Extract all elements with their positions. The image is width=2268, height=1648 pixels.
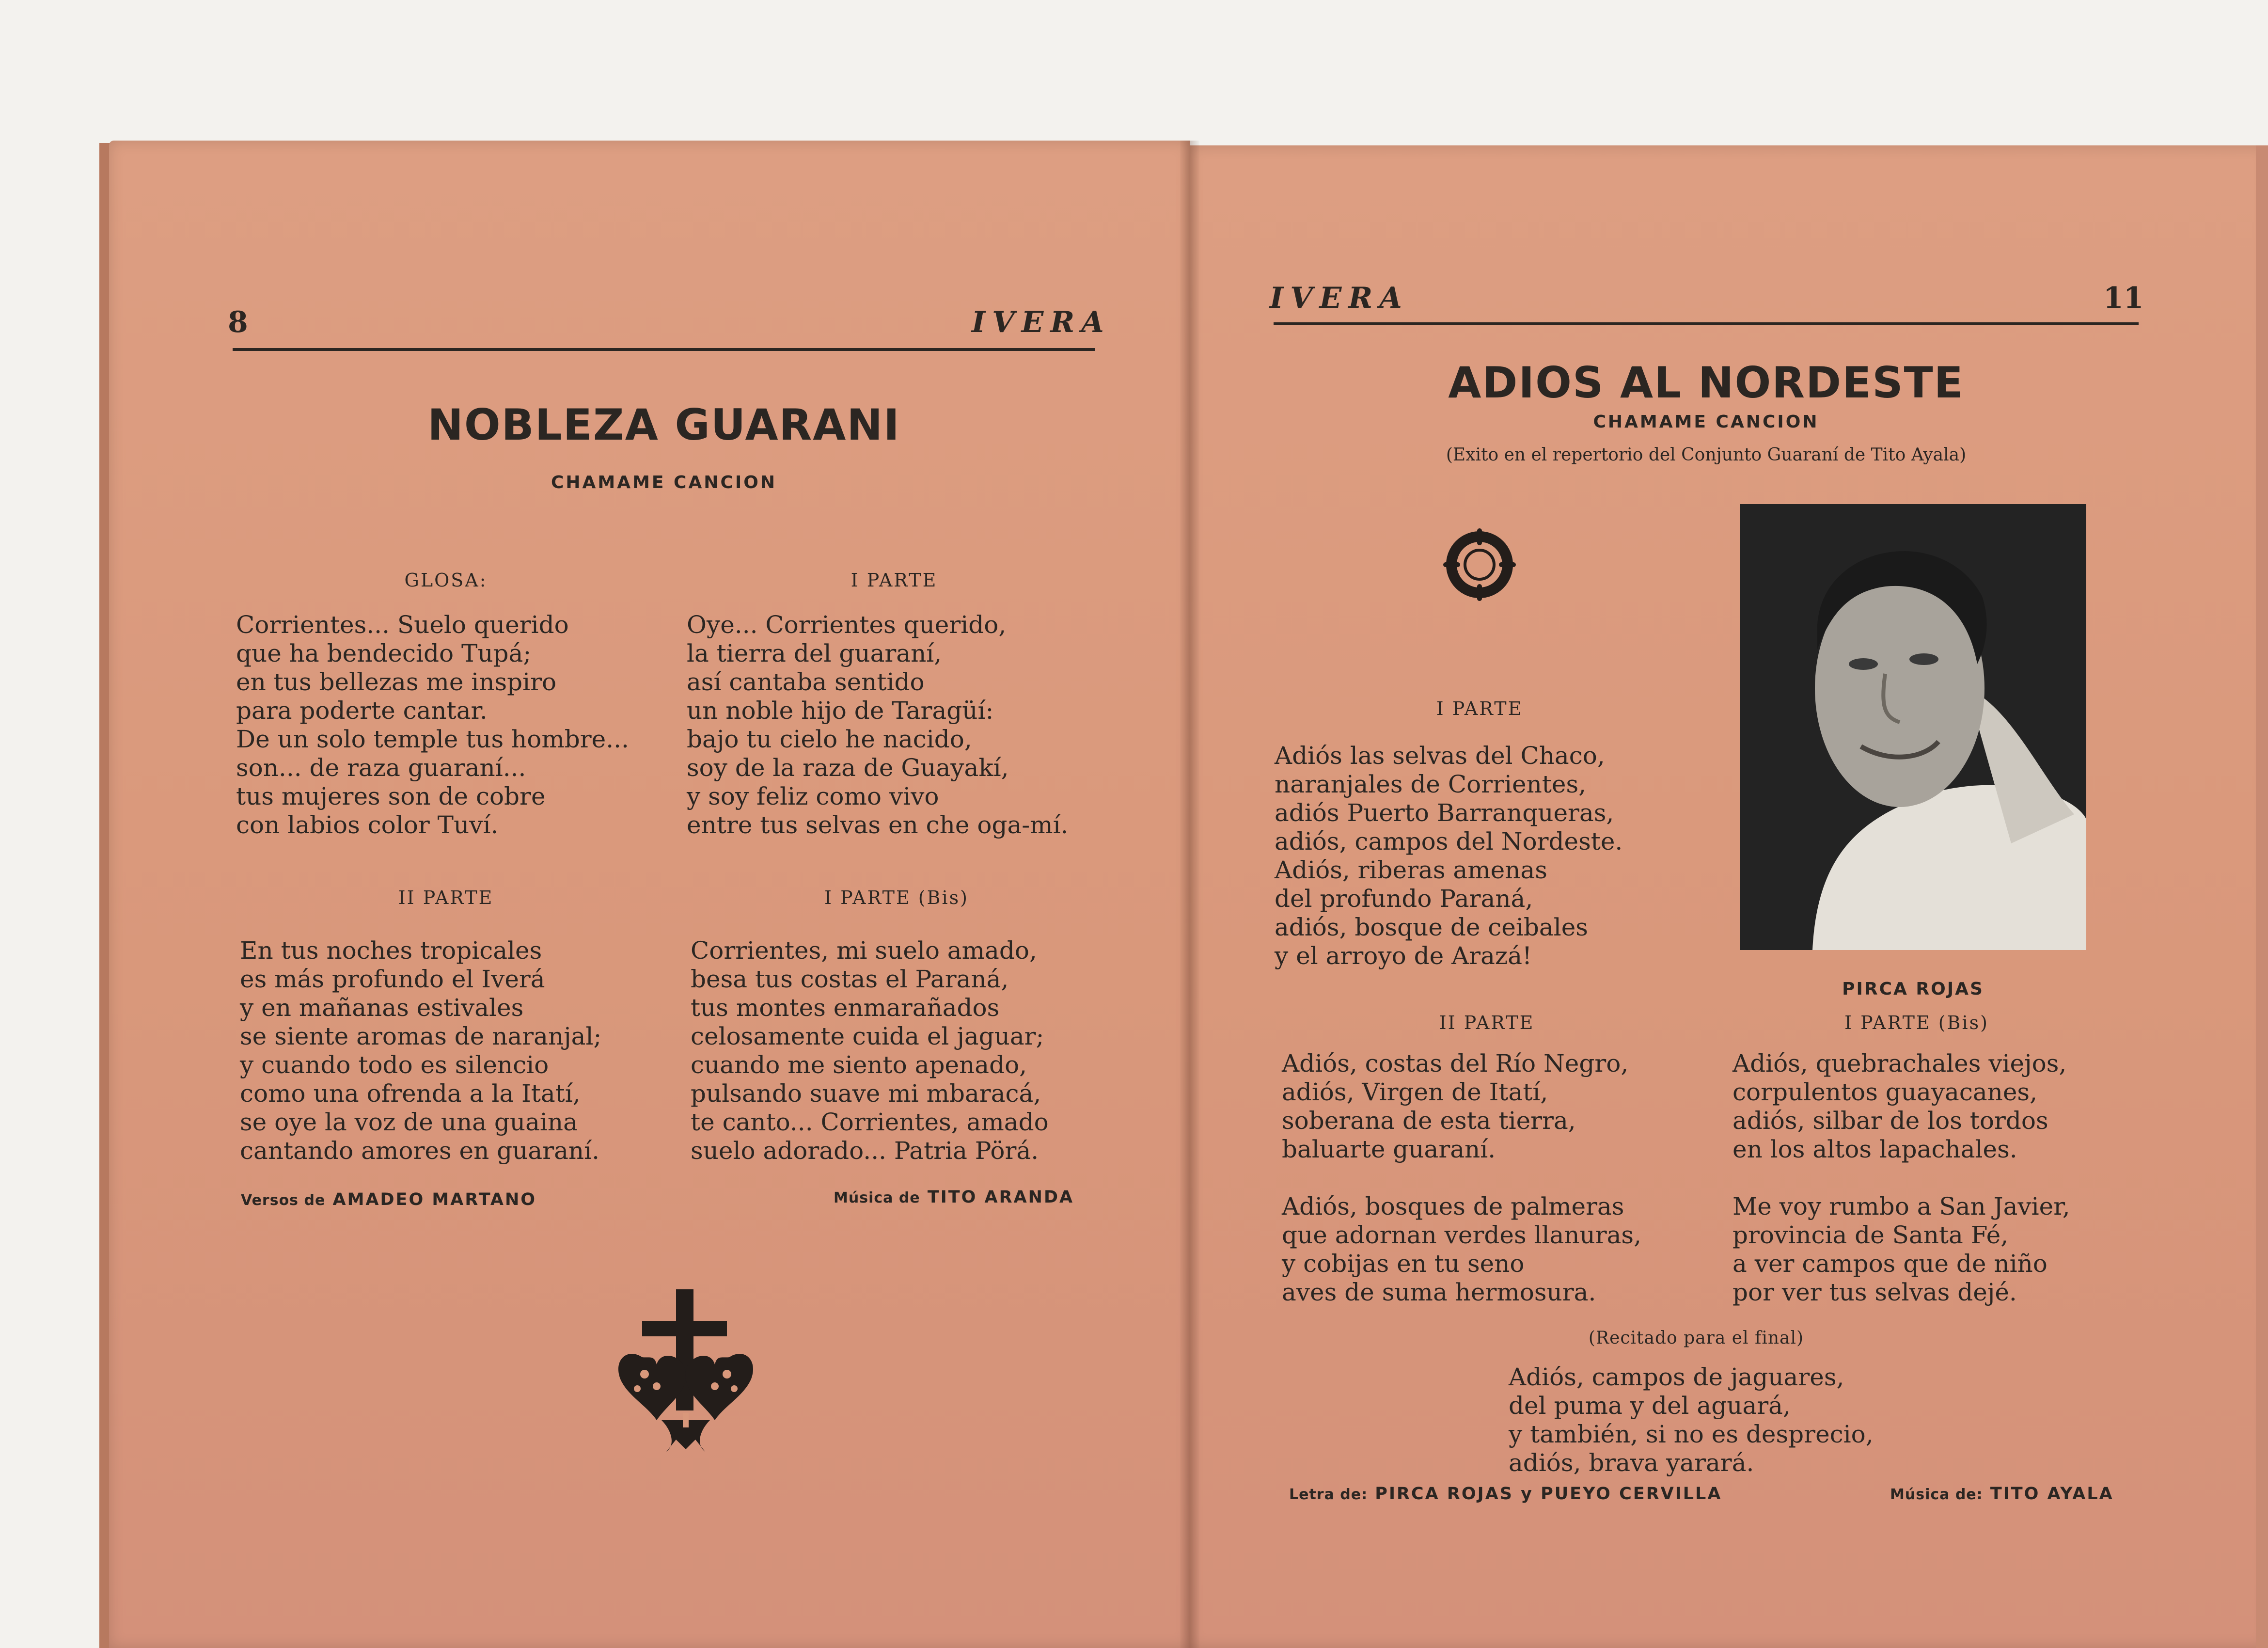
verse-line: En tus noches tropicales <box>240 936 542 965</box>
lyrics-prefix: Letra de: <box>1289 1486 1368 1503</box>
verse-line: como una ofrenda a la Itatí, <box>240 1079 581 1108</box>
i-parte-verse <box>687 611 1068 840</box>
verse-line: y cuando todo es silencio <box>240 1051 549 1079</box>
verse-line: pulsando suave mi mbaracá, <box>691 1079 1041 1108</box>
verse-line: Oye... Corrientes querido, <box>687 611 1007 639</box>
left-verses-credit <box>241 1190 536 1209</box>
verse-line: y cobijas en tu seno <box>1282 1250 1525 1278</box>
right-song-note: (Exito en el repertorio del Conjunto Guaraní de Tito Ayala) <box>1446 445 1967 465</box>
left-music-credit <box>834 1188 1074 1207</box>
right-book-edge <box>2256 145 2268 1648</box>
verse-line: adiós, bosque de ceibales <box>1275 913 1588 941</box>
verse-line: es más profundo el Iverá <box>240 965 545 993</box>
right-lyrics-credit <box>1289 1484 1722 1504</box>
left-running-head: IVERA <box>972 305 1111 339</box>
cross-hearts-emblem-icon <box>608 1275 763 1454</box>
recitado-verse <box>1509 1363 1874 1477</box>
verse-line: adiós, brava yarará. <box>1509 1449 1754 1477</box>
verse-line: De un solo temple tus hombre... <box>236 725 629 753</box>
wreath-emblem-icon <box>1443 528 1516 601</box>
recitado-heading: (Recitado para el final) <box>1588 1328 1804 1348</box>
verse-line: besa tus costas el Paraná, <box>691 965 1009 993</box>
right-ii-parte-verse <box>1282 1049 1641 1307</box>
right-ii-parte-heading: II PARTE <box>1439 1012 1535 1033</box>
verse-line: entre tus selvas en che oga-mí. <box>687 811 1069 839</box>
verse-line: bajo tu cielo he nacido, <box>687 725 972 753</box>
verse-line: cuando me siento apenado, <box>691 1051 1027 1079</box>
verse-line: y también, si no es desprecio, <box>1509 1420 1874 1448</box>
verse-line: te canto... Corrientes, amado <box>691 1108 1049 1136</box>
i-parte-bis-verse <box>691 936 1049 1165</box>
glosa-heading: GLOSA: <box>404 570 488 591</box>
verse-line: celosamente cuida el jaguar; <box>691 1022 1044 1050</box>
right-music-author: TITO AYALA <box>1990 1484 2114 1504</box>
right-i-parte-heading: I PARTE <box>1436 698 1523 719</box>
book-spine <box>1180 141 1199 1648</box>
photo-caption: PIRCA ROJAS <box>1842 979 1984 999</box>
verse-line: en los altos lapachales. <box>1732 1135 2017 1163</box>
verse-line: cantando amores en guaraní. <box>240 1137 599 1165</box>
right-song-title: ADIOS AL NORDESTE <box>1448 358 1964 408</box>
verse-line: soy de la raza de Guayakí, <box>687 754 1009 782</box>
right-i-parte-bis-heading: I PARTE (Bis) <box>1844 1012 1989 1033</box>
left-header-rule <box>233 348 1095 351</box>
ii-parte-heading: II PARTE <box>398 887 494 908</box>
verse-line: Adiós, quebrachales viejos, <box>1732 1049 2067 1078</box>
verse-line: Corrientes, mi suelo amado, <box>691 936 1037 965</box>
verse-line: en tus bellezas me inspiro <box>236 668 557 696</box>
right-song-subtitle: CHAMAME CANCION <box>1593 412 1819 432</box>
i-parte-heading: I PARTE <box>850 570 938 591</box>
verse-line: que adornan verdes llanuras, <box>1282 1221 1641 1249</box>
i-parte-bis-heading: I PARTE (Bis) <box>824 887 969 908</box>
verse-line: Corrientes... Suelo querido <box>236 611 569 639</box>
verse-line: del profundo Paraná, <box>1275 885 1533 913</box>
verse-line: con labios color Tuví. <box>236 811 499 839</box>
verse-line: y soy feliz como vivo <box>687 782 939 810</box>
verse-line: adiós, silbar de los tordos <box>1732 1107 2048 1135</box>
verse-line: del puma y del aguará, <box>1509 1392 1791 1420</box>
right-i-parte-verse <box>1275 742 1622 970</box>
music-author: TITO ARANDA <box>927 1188 1074 1207</box>
right-running-head: IVERA <box>1270 281 1409 315</box>
right-music-credit <box>1890 1484 2114 1504</box>
verses-prefix: Versos de <box>241 1192 326 1209</box>
verse-line: adiós, Virgen de Itatí, <box>1282 1078 1548 1106</box>
left-song-title: NOBLEZA GUARANI <box>427 400 900 450</box>
verse-line: Adiós, campos de jaguares, <box>1509 1363 1844 1391</box>
verse-line: son... de raza guaraní... <box>236 754 526 782</box>
verse-line: Me voy rumbo a San Javier, <box>1732 1192 2070 1220</box>
verse-line: y en mañanas estivales <box>240 994 524 1022</box>
verse-line: baluarte guaraní. <box>1282 1135 1496 1163</box>
verse-line: provincia de Santa Fé, <box>1732 1221 2009 1249</box>
verse-line: que ha bendecido Tupá; <box>236 639 532 667</box>
verse-line: adiós Puerto Barranqueras, <box>1275 799 1614 827</box>
right-music-prefix: Música de: <box>1890 1486 1983 1503</box>
verse-line: por ver tus selvas dejé. <box>1732 1278 2017 1306</box>
verse-line: se siente aromas de naranjal; <box>240 1022 602 1050</box>
verse-line: Adiós las selvas del Chaco, <box>1275 742 1605 770</box>
music-prefix: Música de <box>834 1189 920 1206</box>
verse-line: suelo adorado... Patria Pörá. <box>691 1137 1039 1165</box>
glosa-verse <box>236 611 629 840</box>
verse-line: corpulentos guayacanes, <box>1732 1078 2037 1106</box>
lyrics-authors: PIRCA ROJAS y PUEYO CERVILLA <box>1375 1484 1722 1504</box>
left-page-number: 8 <box>228 305 248 339</box>
right-i-parte-bis-verse <box>1732 1049 2070 1307</box>
portrait-photo <box>1740 504 2086 950</box>
verse-line: así cantaba sentido <box>687 668 925 696</box>
verse-line: tus mujeres son de cobre <box>236 782 546 810</box>
left-song-subtitle: CHAMAME CANCION <box>551 473 777 492</box>
verse-line: adiós, campos del Nordeste. <box>1275 827 1623 856</box>
right-page-number: 11 <box>2103 281 2144 315</box>
verse-line: tus montes enmarañados <box>691 994 1000 1022</box>
verse-line: naranjales de Corrientes, <box>1275 770 1587 798</box>
verse-line: soberana de esta tierra, <box>1282 1107 1576 1135</box>
ii-parte-verse <box>240 936 601 1165</box>
verse-line <box>1732 1164 2070 1192</box>
verse-line: a ver campos que de niño <box>1732 1250 2048 1278</box>
right-header-rule <box>1274 322 2139 325</box>
verse-line: Adiós, costas del Río Negro, <box>1282 1049 1629 1078</box>
verses-author: AMADEO MARTANO <box>332 1190 536 1209</box>
verse-line: para poderte cantar. <box>236 697 488 725</box>
verse-line: se oye la voz de una guaina <box>240 1108 578 1136</box>
verse-line: aves de suma hermosura. <box>1282 1278 1596 1306</box>
verse-line: la tierra del guaraní, <box>687 639 942 667</box>
verse-line <box>1282 1164 1641 1192</box>
verse-line: un noble hijo de Taragüí: <box>687 697 994 725</box>
verse-line: y el arroyo de Arazá! <box>1275 942 1532 970</box>
verse-line: Adiós, riberas amenas <box>1275 856 1547 884</box>
verse-line: Adiós, bosques de palmeras <box>1282 1192 1624 1220</box>
